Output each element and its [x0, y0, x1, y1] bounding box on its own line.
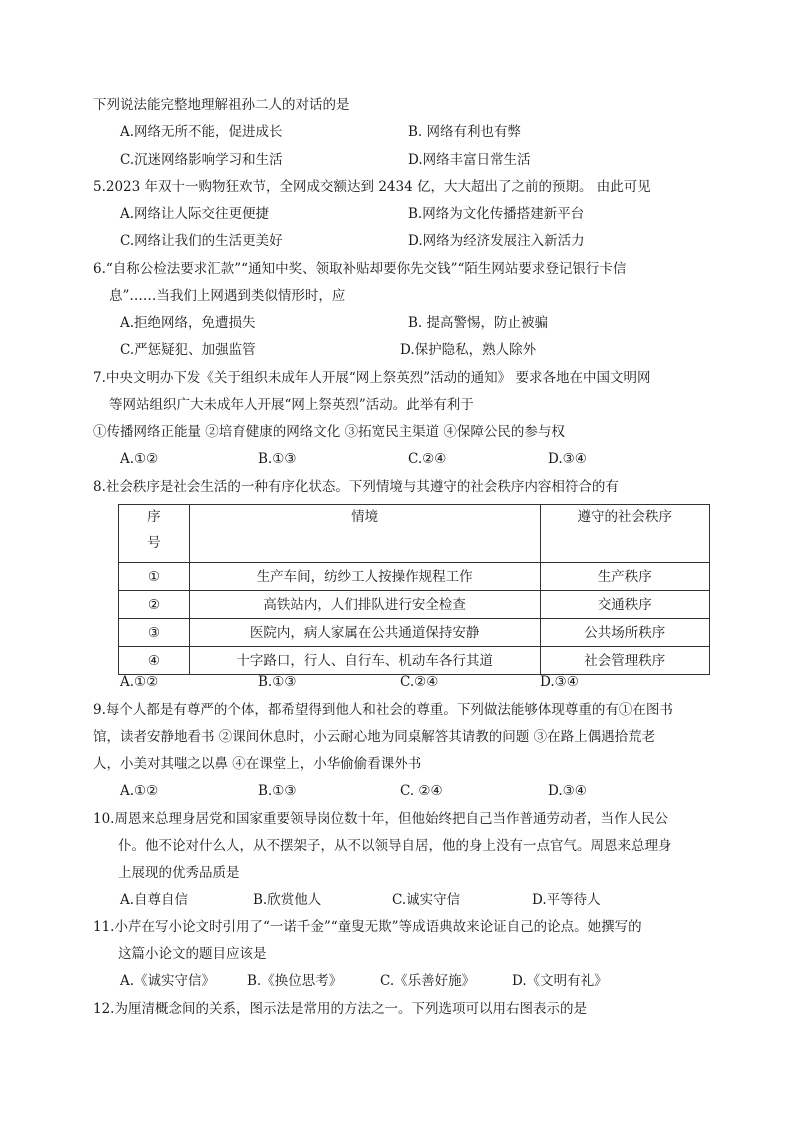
q9-stem-line2: 馆，读者安静地看书 ②课间休息时，小云耐心地为同桌解答其请教的问题 ③在路上偶遇拾荒老 — [93, 729, 656, 745]
q4-option-c: C.沉迷网络影响学习和生活 — [120, 152, 283, 168]
q7-stem-line2: 等网站组织广大未成年人开展“网上祭英烈”活动。此举有利于 — [109, 397, 474, 413]
q11-option-b: B.《换位思考》 — [247, 973, 343, 989]
table-row — [119, 619, 710, 647]
header-number-line2: 号 — [147, 535, 161, 551]
q12-stem: 12.为厘清概念间的关系，图示法是常用的方法之一。下列选项可以用右图表示的是 — [93, 1001, 587, 1017]
q10-stem-line2: 仆。他不论对什么人，从不摆架子，从不以领导自居，他的身上没有一点官气。周恩来总理身 — [118, 838, 672, 854]
q9-stem-line3: 人，小美对其嗤之以鼻 ④在课堂上，小华偷偷看课外书 — [93, 756, 422, 772]
q7-stem-line1: 7.中央文明办下发《关于组织未成年人开展“网上祭英烈”活动的通知》 要求各地在中国文明网 — [93, 370, 651, 386]
row-order: 生产秩序 — [540, 563, 709, 591]
q11-stem-line2: 这篇小论文的题目应该是 — [118, 946, 267, 962]
row-scene: 高铁站内，人们排队进行安全检查 — [189, 591, 540, 619]
q10-option-c: C.诚实守信 — [392, 892, 461, 908]
q8-option-d: D.③④ — [540, 674, 579, 690]
row-scene: 生产车间，纺纱工人按操作规程工作 — [189, 563, 540, 591]
q9-option-d: D.③④ — [548, 783, 587, 799]
q9-stem-line1: 9.每个人都是有尊严的个体，都希望得到他人和社会的尊重。下列做法能够体现尊重的有①在图书 — [93, 702, 673, 718]
q6-option-a: A.拒绝网络，免遭损失 — [120, 315, 256, 331]
q6-stem-line2: 息”……当我们上网遇到类似情形时，应 — [109, 288, 346, 304]
q7-option-a: A.①② — [120, 451, 159, 467]
q10-option-d: D.平等待人 — [532, 892, 601, 908]
header-order: 遵守的社会秩序 — [540, 505, 709, 563]
q5-option-b: B.网络为文化传播搭建新平台 — [408, 206, 585, 222]
header-scene: 情境 — [189, 505, 540, 563]
header-number — [119, 505, 190, 563]
q9-option-c: C. ②④ — [400, 783, 443, 799]
q6-option-d: D.保护隐私，熟人除外 — [400, 342, 537, 358]
q5-stem: 5.2023 年双十一购物狂欢节，全网成交额达到 2434 亿，大大超出了之前的预期。 由此可见 — [93, 179, 651, 195]
q7-option-d: D.③④ — [548, 451, 587, 467]
row-scene: 十字路口，行人、自行车、机动车各行其道 — [189, 647, 540, 675]
q4-option-d: D.网络丰富日常生活 — [408, 152, 531, 168]
q7-items: ①传播网络正能量 ②培育健康的网络文化 ③拓宽民主渠道 ④保障公民的参与权 — [93, 424, 565, 440]
q8-option-a: A.①② — [120, 674, 159, 690]
q8-option-c: C.②④ — [400, 674, 439, 690]
q7-option-c: C.②④ — [408, 451, 447, 467]
q11-stem-line1: 11.小芹在写小论文时引用了“一诺千金”“童叟无欺”等成语典故来论证自己的论点。她撰写的 — [93, 919, 642, 935]
row-number: ③ — [119, 619, 190, 647]
q7-option-b: B.①③ — [258, 451, 297, 467]
q9-option-b: B.①③ — [258, 783, 297, 799]
row-number: ② — [119, 591, 190, 619]
q9-option-a: A.①② — [120, 783, 159, 799]
row-order: 社会管理秩序 — [540, 647, 709, 675]
q10-option-b: B.欣赏他人 — [253, 892, 322, 908]
row-number: ④ — [119, 647, 190, 675]
q4-option-b: B. 网络有利也有弊 — [408, 124, 522, 140]
q5-option-a: A.网络让人际交往更便捷 — [120, 206, 270, 222]
row-number: ① — [119, 563, 190, 591]
table-row — [119, 647, 710, 675]
q11-option-d: D.《文明有礼》 — [512, 973, 608, 989]
q4-stem: 下列说法能完整地理解祖孙二人的对话的是 — [93, 97, 350, 113]
q10-option-a: A.自尊自信 — [120, 892, 189, 908]
row-order: 公共场所秩序 — [540, 619, 709, 647]
q6-stem-line1: 6.“自称公检法要求汇款”“通知中奖、领取补贴却要你先交钱”“陌生网站要求登记银行卡信 — [93, 261, 627, 277]
table-row — [119, 563, 710, 591]
table-row — [119, 591, 710, 619]
q11-option-c: C.《乐善好施》 — [380, 973, 476, 989]
q5-option-c: C.网络让我们的生活更美好 — [120, 233, 283, 249]
q5-option-d: D.网络为经济发展注入新活力 — [408, 233, 585, 249]
social-order-table — [118, 504, 710, 675]
header-number-line1: 序 — [147, 509, 161, 525]
row-order: 交通秩序 — [540, 591, 709, 619]
row-scene: 医院内，病人家属在公共通道保持安静 — [189, 619, 540, 647]
q8-stem: 8.社会秩序是社会生活的一种有序化状态。下列情境与其遵守的社会秩序内容相符合的有 — [93, 479, 619, 495]
q11-option-a: A.《诚实守信》 — [120, 973, 216, 989]
q6-option-b: B. 提高警惕，防止被骗 — [408, 315, 549, 331]
q10-stem-line1: 10.周恩来总理身居党和国家重要领导岗位数十年，但他始终把自己当作普通劳动者，当作人民公 — [93, 811, 668, 827]
table-header-row — [119, 505, 710, 563]
q8-option-b: B.①③ — [258, 674, 297, 690]
q10-stem-line3: 上展现的优秀品质是 — [118, 865, 240, 881]
q4-option-a: A.网络无所不能，促进成长 — [120, 124, 283, 140]
q6-option-c: C.严惩疑犯、加强监管 — [120, 342, 256, 358]
